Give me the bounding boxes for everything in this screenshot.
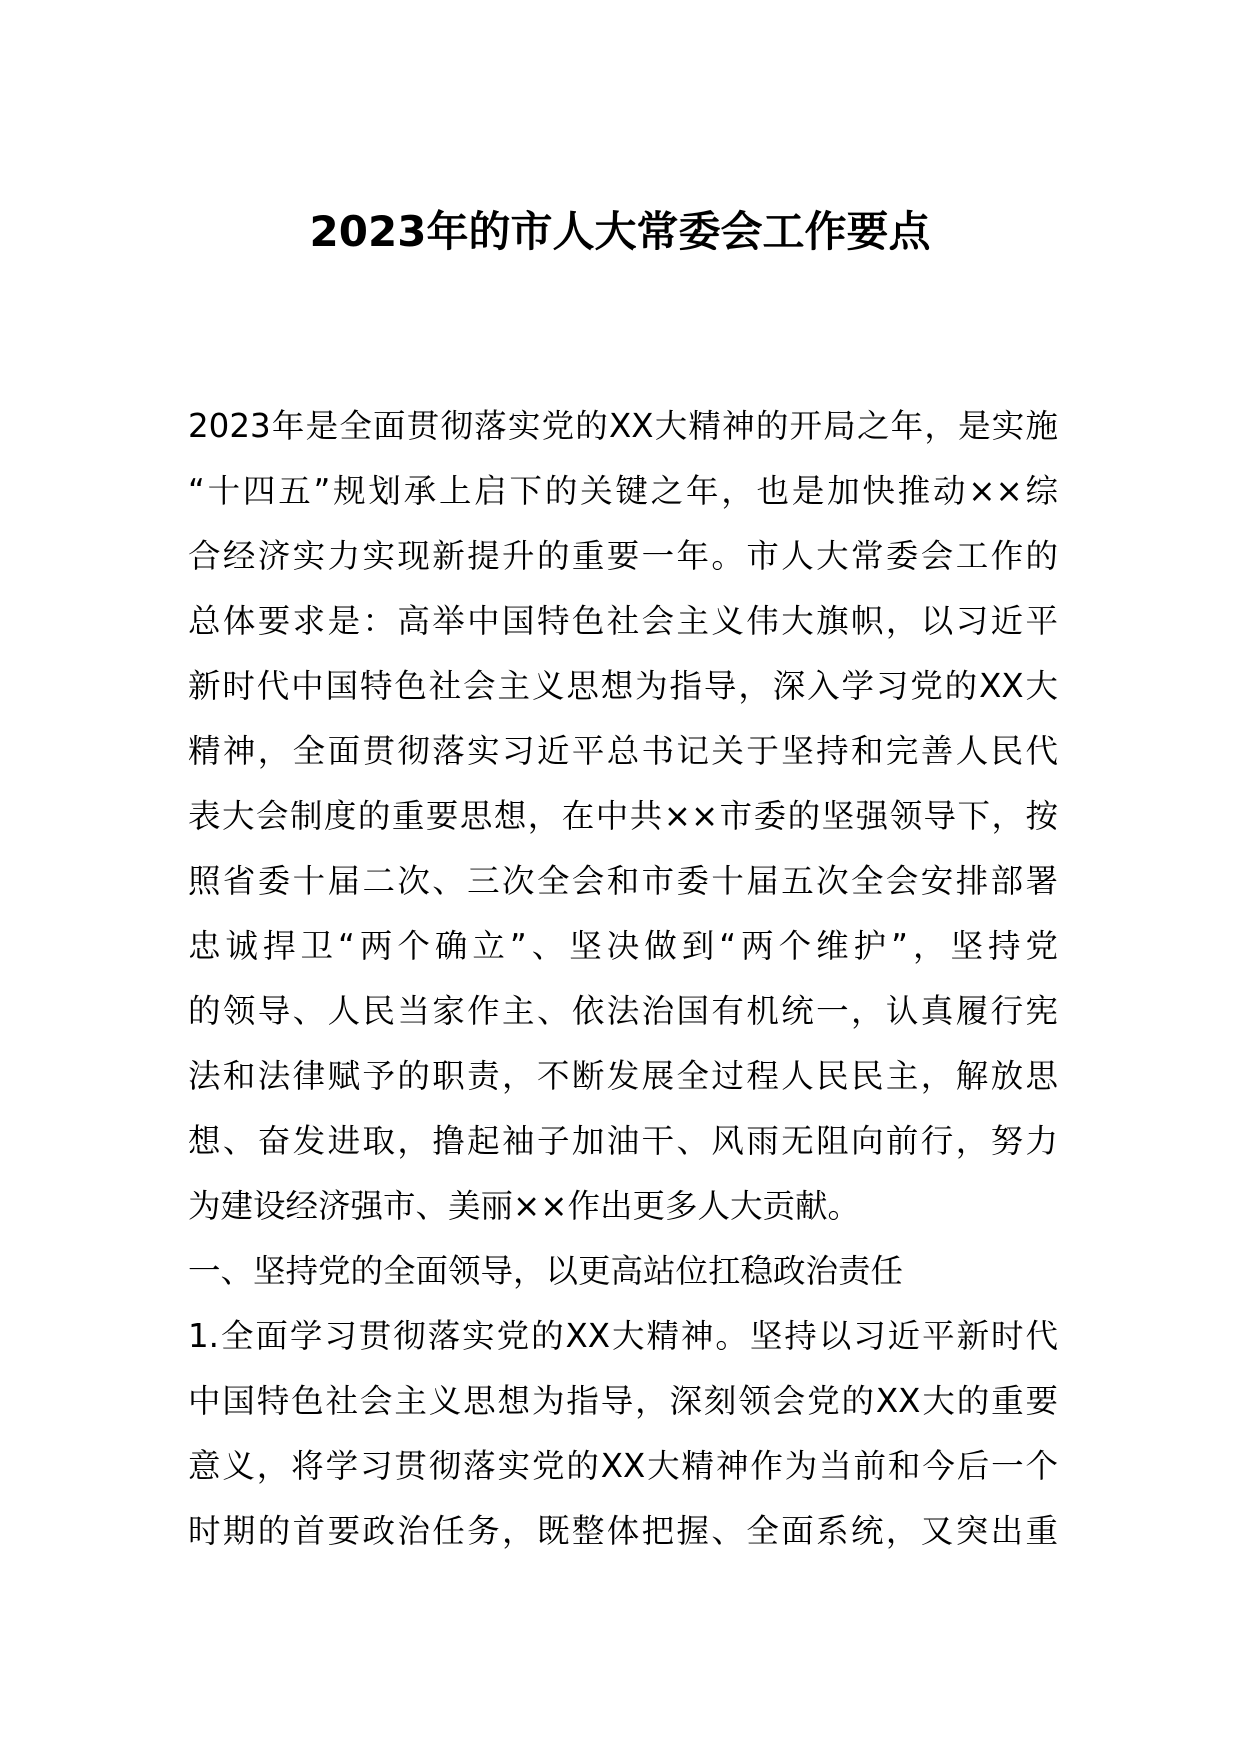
body-line-18: 时期的首要政治任务，既整体把握、全面系统，又突出重: [188, 1512, 1058, 1550]
body-line-2: “十四五”规划承上启下的关键之年，也是加快推动××综: [188, 472, 1058, 510]
document-body: [188, 394, 1058, 1564]
body-line-1: 2023年是全面贯彻落实党的XX大精神的开局之年，是实施: [188, 407, 1058, 445]
document-title: 2023年的市人大常委会工作要点: [309, 207, 931, 256]
body-line-15: 1.全面学习贯彻落实党的XX大精神。坚持以习近平新时代: [188, 1317, 1058, 1355]
body-line-7: 表大会制度的重要思想，在中共××市委的坚强领导下，按: [188, 797, 1058, 835]
body-line-4: 总体要求是：高举中国特色社会主义伟大旗帜，以习近平: [188, 602, 1058, 640]
body-line-6: 精神，全面贯彻落实习近平总书记关于坚持和完善人民代: [188, 732, 1058, 770]
body-line-17: 意义，将学习贯彻落实党的XX大精神作为当前和今后一个: [188, 1447, 1058, 1485]
body-line-16: 中国特色社会主义思想为指导，深刻领会党的XX大的重要: [188, 1382, 1058, 1420]
body-line-8: 照省委十届二次、三次全会和市委十届五次全会安排部署: [188, 862, 1058, 900]
body-line-10: 的领导、人民当家作主、依法治国有机统一，认真履行宪: [188, 992, 1058, 1030]
body-line-3: 合经济实力实现新提升的重要一年。市人大常委会工作的: [188, 537, 1058, 575]
body-line-5: 新时代中国特色社会主义思想为指导，深入学习党的XX大: [188, 667, 1058, 705]
body-line-12: 想、奋发进取，撸起袖子加油干、风雨无阻向前行，努力: [188, 1122, 1058, 1160]
body-line-13: 为建设经济强市、美丽××作出更多人大贡献。: [188, 1187, 860, 1225]
section-heading-1: 一、坚持党的全面领导，以更高站位扛稳政治责任: [188, 1252, 904, 1290]
body-line-11: 法和法律赋予的职责，不断发展全过程人民民主，解放思: [188, 1057, 1058, 1095]
body-line-9: 忠诚捍卫“两个确立”、坚决做到“两个维护”，坚持党: [188, 927, 1058, 965]
